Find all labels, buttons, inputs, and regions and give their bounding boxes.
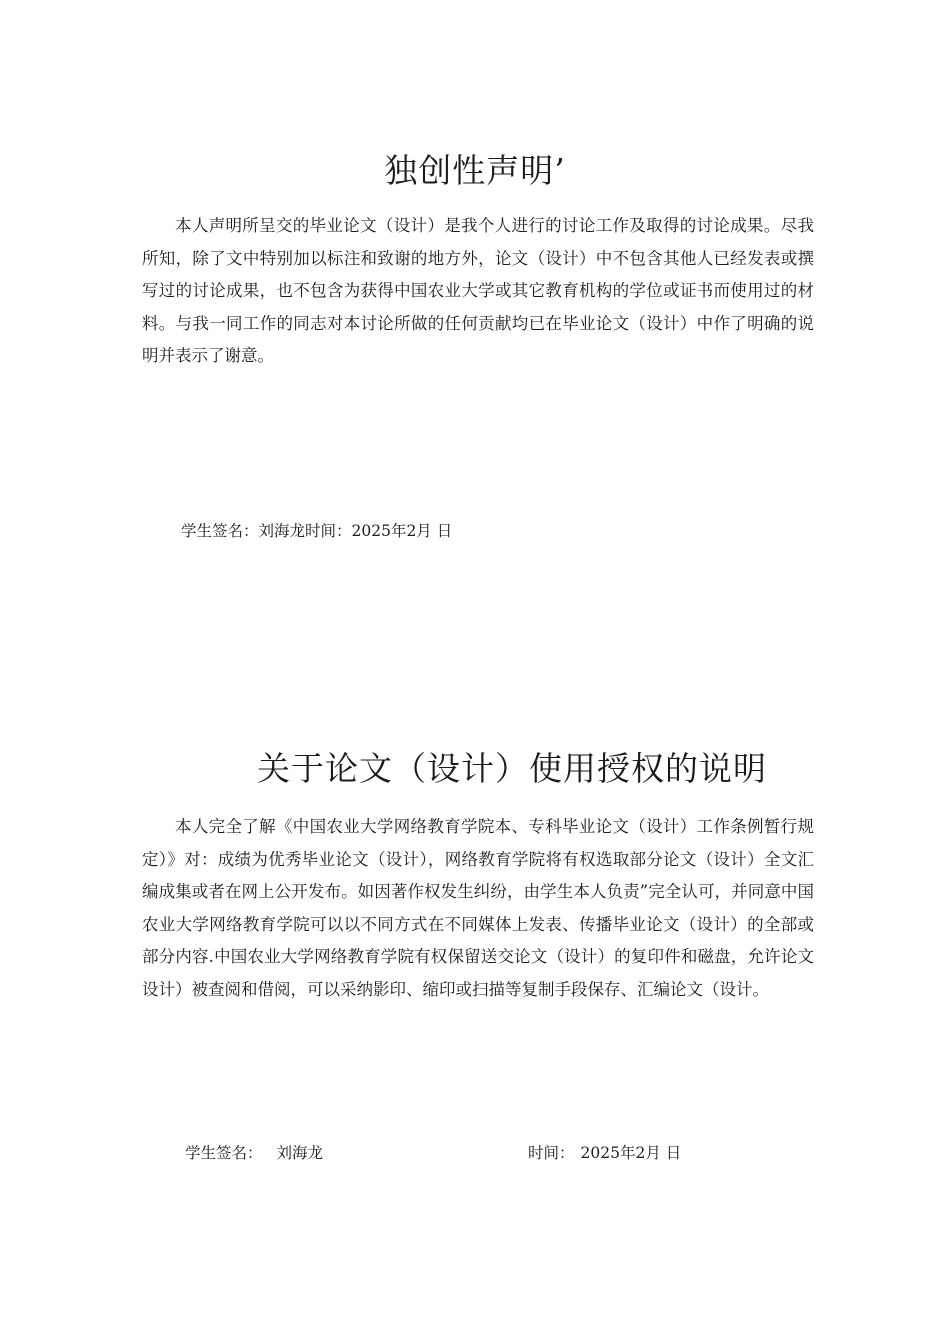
originality-statement-body: 本人声明所呈交的毕业论文（设计）是我个人进行的讨论工作及取得的讨论成果。尽我所知，除了文中特别加以标注和致谢的地方外，论文（设计）中不包含其他人已经发表或撰写过的讨论成果，也不包含为获得中国农业大学或其它教育机构的学位或证书而使用过的材料。与我一同工作的同志对本讨论所做的任何贡献均已在毕业论文（设计）中作了明确的说明并表示了谢意。 (142, 216, 814, 365)
authorization-time (528, 1141, 681, 1163)
time-label: 时间： (528, 1144, 575, 1162)
authorization-title: 关于论文（设计）使用授权的说明 (257, 749, 767, 788)
signature-name: 刘海龙 (276, 1144, 324, 1162)
authorization-statement-body: 本人完全了解《中国农业大学网络教育学院本、专科毕业论文（设计）工作条例暂行规定）》对：成绩为优秀毕业论文（设计），网络教育学院将有权选取部分论文（设计）全文汇编成集或者在网上公开发布。如因著作权发生纠纷，由学生本人负责”完全认可，并同意中国农业大学网络教育学院可以以不同方式在不同媒体上发表、传播毕业论文（设计）的全部或部分内容.中国农业大学网络教育学院有权保留送交论文（设计）的复印件和磁盘，允许论文设计）被查阅和借阅，可以采纳影印、缩印或扫描等复制手段保存、汇编论文（设计。 (142, 817, 814, 999)
originality-signature-line: 学生签名：刘海龙时间：2025年2月 日 (181, 522, 453, 540)
time-value: 2025年2月 日 (580, 1144, 682, 1162)
originality-title: 独创性声明’ (384, 151, 566, 190)
signature-label: 学生签名： (185, 1144, 263, 1162)
authorization-signature (185, 1141, 323, 1163)
